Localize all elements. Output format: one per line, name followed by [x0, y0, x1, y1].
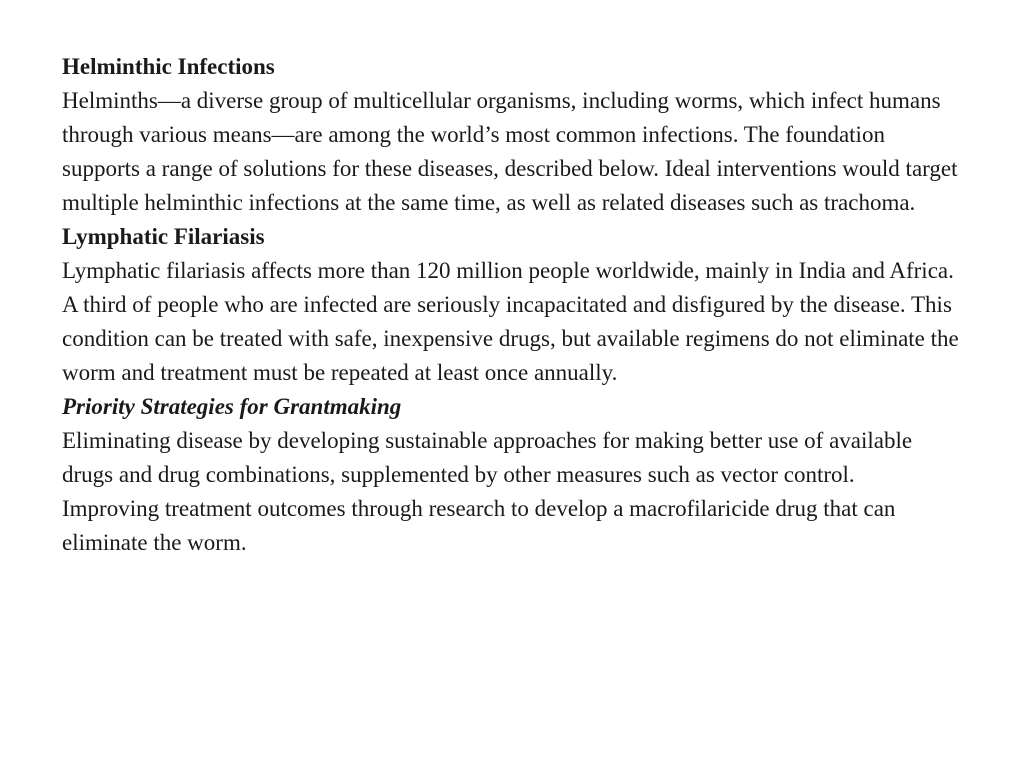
paragraph-lymphatic-filariasis: Lymphatic filariasis affects more than 120 million people worldwide, mainly in India and Africa. A third of people who are infected are seriously incapacitated and disfigured by the disease. This condition can be treated with safe, inexpensive drugs, but available regimens do not eliminate the worm and treatment must be repeated at least once annually.	[62, 258, 959, 385]
paragraph-strategy-eliminating-disease: Eliminating disease by developing sustainable approaches for making better use of available drugs and drug combinations, supplemented by other measures such as vector control.	[62, 428, 913, 487]
paragraph-helminths-overview: Helminths—a diverse group of multicellular organisms, including worms, which infect humans through various means—are among the world’s most common infections. The foundation supports a range of solutions for these diseases, described below. Ideal interventions would target multiple helminthic infections at the same time, as well as related diseases such as trachoma.	[62, 88, 958, 215]
section-priority-strategies	[62, 390, 964, 560]
heading-lymphatic-filariasis: Lymphatic Filariasis	[62, 224, 265, 249]
section-helminthic-infections	[62, 50, 964, 220]
heading-priority-strategies: Priority Strategies for Grantmaking	[62, 394, 402, 419]
heading-helminthic-infections: Helminthic Infections	[62, 54, 275, 79]
paragraph-strategy-improving-outcomes: Improving treatment outcomes through research to develop a macrofilaricide drug that can eliminate the worm.	[62, 496, 896, 555]
section-lymphatic-filariasis	[62, 220, 964, 390]
